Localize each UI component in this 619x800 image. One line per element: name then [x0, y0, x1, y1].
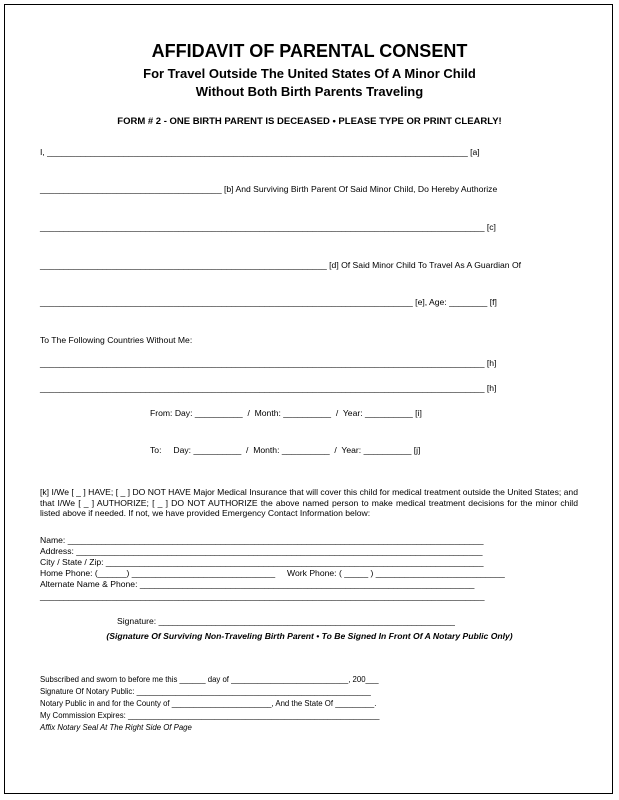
field-e-child-name-age[interactable]: ______________________________________________________________________________ [e], Age: ________ [f] [40, 297, 497, 307]
countries-label: To The Following Countries Without Me: [40, 335, 193, 345]
field-h-country-1[interactable]: _____________________________________________________________________________________________ [h] [40, 358, 497, 368]
subtitle-line-1: For Travel Outside The United States Of A Minor Child [143, 66, 476, 81]
contact-phone-fields[interactable]: Home Phone: (______) ______________________________ Work Phone: ( _____ ) ___________________________ [40, 568, 505, 578]
insurance-paragraph: [k] I/We [ _ ] HAVE; [ _ ] DO NOT HAVE Major Medical Insurance that will cover this child for medical treatment outside the United States; and that I/We [ _ ] AUTHORIZE; [ _ ] DO NOT AUTHORIZE the above named person to make medical treatment decisions for the minor child listed above if needed. If not, we have provided Emergency Contact Information below: [40, 487, 578, 518]
signature-caption: (Signature Of Surviving Non-Traveling Birth Parent • To Be Signed In Front Of A Notary Public Only) [106, 631, 513, 641]
contact-name-field[interactable]: Name: _______________________________________________________________________________________ [40, 535, 484, 545]
form-instructions: FORM # 2 - ONE BIRTH PARENT IS DECEASED • PLEASE TYPE OR PRINT CLEARLY! [117, 116, 502, 127]
notary-signature-field[interactable]: Signature Of Notary Public: ______________________________________________________ [40, 687, 371, 696]
signature-field[interactable]: Signature: ______________________________________________________________ [117, 616, 455, 626]
notary-commission-field[interactable]: My Commission Expires: __________________________________________________________ [40, 711, 380, 720]
field-b-relationship[interactable]: ______________________________________ [b] And Surviving Birth Parent Of Said Minor Child, Do Hereby Authorize [40, 184, 498, 194]
field-i-from-date[interactable]: From: Day: __________ / Month: __________ / Year: __________ [i] [150, 408, 422, 418]
subtitle-line-2: Without Both Birth Parents Traveling [195, 84, 424, 99]
contact-address-field[interactable]: Address: _____________________________________________________________________________________ [40, 546, 483, 556]
contact-city-field[interactable]: City / State / Zip: _______________________________________________________________________________ [40, 557, 484, 567]
field-d-relationship[interactable]: ____________________________________________________________ [d] Of Said Minor Child To Travel As A Guardian Of [40, 260, 522, 270]
notary-subscribed-field[interactable]: Subscribed and sworn to before me this ______ day of ___________________________, 200___ [40, 675, 379, 684]
notary-county-field[interactable]: Notary Public in and for the County of _______________________, And the State Of _________. [40, 699, 377, 708]
contact-alternate-field[interactable]: Alternate Name & Phone: ______________________________________________________________________ [40, 579, 475, 589]
notary-seal-note: Affix Notary Seal At The Right Side Of Page [40, 723, 192, 732]
field-j-to-date[interactable]: To: Day: __________ / Month: __________ / Year: __________ [j] [150, 445, 421, 455]
field-h-country-2[interactable]: _____________________________________________________________________________________________ [h] [40, 383, 497, 393]
page-title: AFFIDAVIT OF PARENTAL CONSENT [151, 41, 468, 61]
contact-extra-line[interactable]: _____________________________________________________________________________________________ [40, 591, 485, 601]
field-a-parent-name[interactable]: I, ________________________________________________________________________________________ [a] [40, 147, 480, 157]
field-c-authorized-person[interactable]: _____________________________________________________________________________________________ [c] [40, 222, 496, 232]
